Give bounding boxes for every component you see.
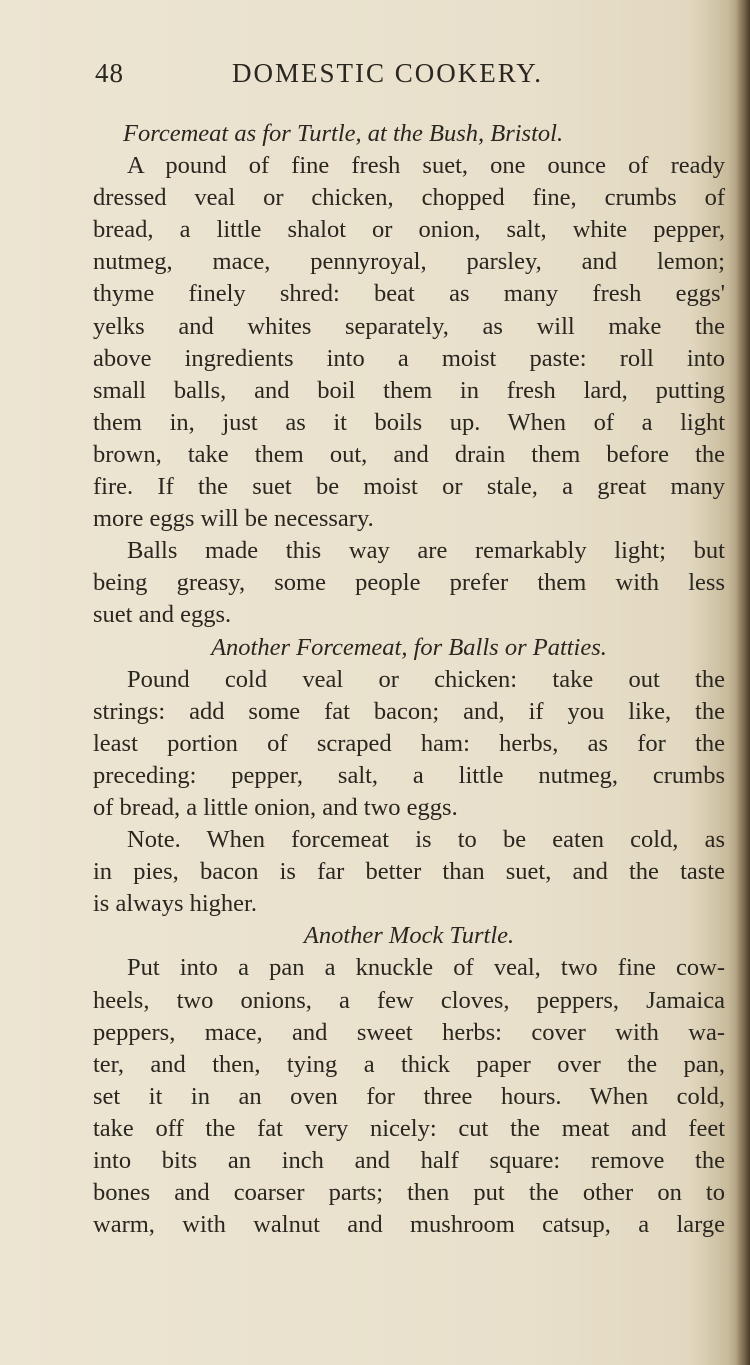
text-line: Balls made this way are remarkably light; but bbox=[127, 537, 725, 565]
text-line: bones and coarser parts; then put the other on to bbox=[93, 1179, 725, 1207]
section-heading: Another Forcemeat, for Balls or Patties. bbox=[211, 633, 607, 661]
text-line: strings: add some fat bacon; and, if you like, the bbox=[93, 697, 725, 725]
text-line: A pound of fine fresh suet, one ounce of ready bbox=[127, 152, 725, 180]
text-line: them in, just as it boils up. When of a light bbox=[93, 408, 725, 436]
text-line: into bits an inch and half square: remove the bbox=[93, 1147, 725, 1174]
text-line: bread, a little shalot or onion, salt, white pepper, bbox=[93, 216, 725, 244]
text-line: peppers, mace, and sweet herbs: cover with wa- bbox=[93, 1018, 725, 1046]
text-line: take off the fat very nicely: cut the meat and feet bbox=[93, 1114, 725, 1142]
text-line: is always higher. bbox=[93, 890, 257, 918]
section-heading: Another Mock Turtle. bbox=[303, 922, 515, 950]
text-line: thyme finely shred: beat as many fresh eggs' bbox=[93, 280, 725, 308]
page-body-text bbox=[93, 118, 725, 1241]
text-line: Pound cold veal or chicken: take out the bbox=[127, 665, 725, 693]
text-line: dressed veal or chicken, chopped fine, crumbs of bbox=[93, 184, 725, 212]
page-edge-shadow bbox=[736, 0, 750, 1365]
text-line: preceding: pepper, salt, a little nutmeg, crumbs bbox=[93, 761, 725, 789]
text-line: more eggs will be necessary. bbox=[93, 505, 374, 533]
text-line: yelks and whites separately, as will make the bbox=[93, 312, 725, 340]
text-line: Note. When forcemeat is to be eaten cold, as bbox=[127, 826, 725, 854]
text-line: ter, and then, tying a thick paper over the pan, bbox=[93, 1050, 725, 1078]
text-line: warm, with walnut and mushroom catsup, a large bbox=[93, 1211, 725, 1239]
text-line: small balls, and boil them in fresh lard, putting bbox=[93, 376, 725, 404]
text-line: brown, take them out, and drain them before the bbox=[93, 440, 725, 468]
text-line: of bread, a little onion, and two eggs. bbox=[93, 793, 458, 821]
text-line: Put into a pan a knuckle of veal, two fine cow- bbox=[127, 954, 725, 982]
text-line: nutmeg, mace, pennyroyal, parsley, and lemon; bbox=[93, 248, 725, 276]
text-line: suet and eggs. bbox=[93, 601, 232, 629]
running-head: DOMESTIC COOKERY. bbox=[232, 58, 544, 88]
text-line: set it in an oven for three hours. When cold, bbox=[93, 1082, 725, 1110]
text-line: above ingredients into a moist paste: roll into bbox=[93, 344, 725, 372]
text-line: in pies, bacon is far better than suet, and the taste bbox=[93, 858, 725, 886]
text-line: fire. If the suet be moist or stale, a great many bbox=[93, 473, 725, 501]
text-line: heels, two onions, a few cloves, peppers, Jamaica bbox=[93, 986, 725, 1014]
text-line: being greasy, some people prefer them with less bbox=[93, 569, 725, 597]
text-line: least portion of scraped ham: herbs, as for the bbox=[93, 729, 725, 757]
page-header bbox=[95, 58, 725, 98]
page-number: 48 bbox=[95, 58, 124, 88]
section-heading: Forcemeat as for Turtle, at the Bush, Bristol. bbox=[123, 120, 564, 147]
